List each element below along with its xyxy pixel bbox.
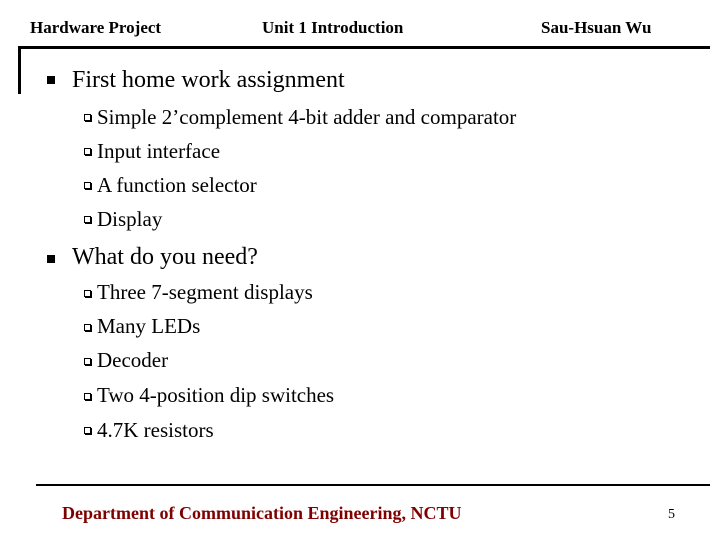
square-bullet-icon — [47, 76, 55, 84]
author-name: Sau-Hsuan Wu — [541, 18, 652, 37]
list-item: A function selector — [97, 173, 257, 197]
department-name: Department of Communication Engineering, NCTU — [62, 503, 462, 523]
left-accent-bar — [18, 46, 21, 94]
footer-divider — [36, 484, 710, 486]
page-number: 5 — [668, 507, 675, 522]
list-item: 4.7K resistors — [97, 418, 214, 442]
course-title: Hardware Project — [30, 18, 162, 37]
hollow-square-bullet-icon — [84, 393, 91, 400]
list-item: Many LEDs — [97, 314, 201, 338]
list-item: Two 4-position dip switches — [97, 383, 335, 407]
hollow-square-bullet-icon — [84, 324, 91, 331]
hollow-square-bullet-icon — [84, 358, 91, 365]
hollow-square-bullet-icon — [84, 148, 91, 155]
list-item: Three 7-segment displays — [97, 280, 313, 304]
list-item: Simple 2’complement 4-bit adder and comparator — [97, 105, 517, 129]
square-bullet-icon — [47, 255, 55, 263]
header-divider — [18, 46, 710, 49]
unit-title: Unit 1 Introduction — [262, 18, 404, 37]
hollow-square-bullet-icon — [84, 182, 91, 189]
list-item: Input interface — [97, 139, 221, 163]
list-item: Decoder — [97, 348, 169, 372]
section-title-assignment: First home work assignment — [72, 67, 345, 93]
hollow-square-bullet-icon — [84, 114, 91, 121]
hollow-square-bullet-icon — [84, 427, 91, 434]
section-title-needs: What do you need? — [72, 244, 258, 270]
hollow-square-bullet-icon — [84, 216, 91, 223]
list-item: Display — [97, 207, 163, 231]
hollow-square-bullet-icon — [84, 290, 91, 297]
